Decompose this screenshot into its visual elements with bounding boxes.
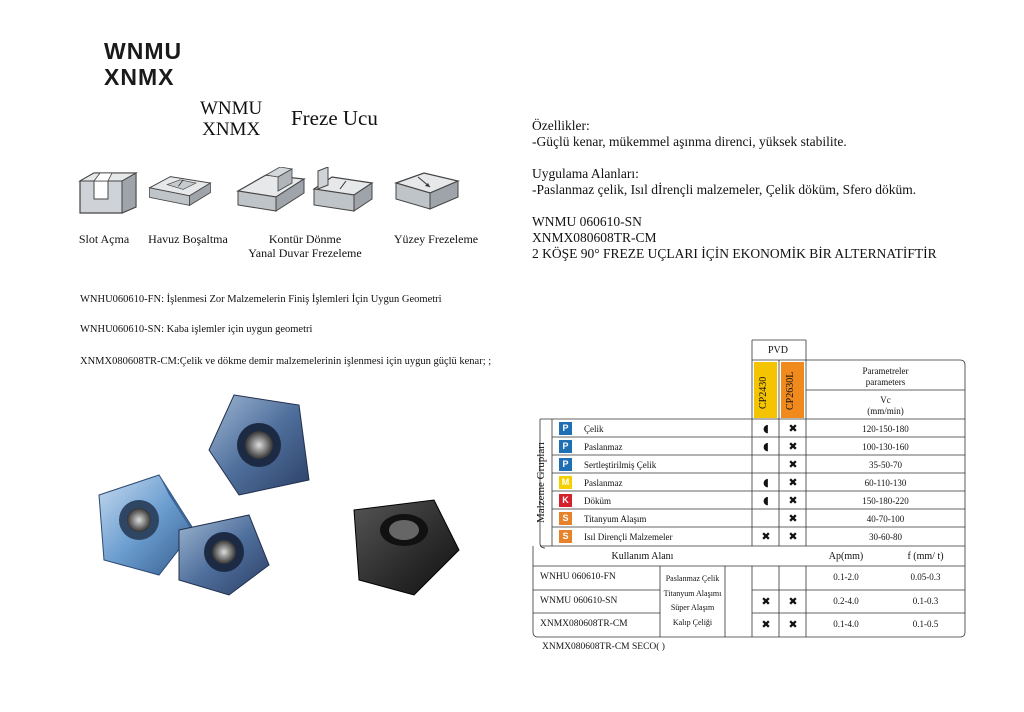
material-badge: P bbox=[559, 440, 572, 453]
material-badge: S bbox=[559, 530, 572, 543]
op-label-pocket: Havuz Boşaltma bbox=[148, 232, 228, 246]
vc-unit: (mm/min) bbox=[867, 406, 904, 416]
material-badge: P bbox=[559, 422, 572, 435]
app-heading: Uygulama Alanları: bbox=[532, 166, 639, 181]
material-name: Paslanmaz bbox=[584, 442, 623, 452]
vc-header bbox=[806, 395, 965, 417]
freze-title: Freze Ucu bbox=[291, 106, 378, 130]
grade1-label: CP2430 bbox=[758, 376, 769, 410]
op-label-slot: Slot Açma bbox=[78, 232, 130, 246]
material-group-label: Malzeme Grupları bbox=[535, 442, 547, 524]
half-circle-mark-icon: ◖ bbox=[763, 422, 769, 435]
half-circle-mark-icon: ◖ bbox=[763, 440, 769, 453]
logo-line2: XNMX bbox=[104, 64, 175, 90]
logo-line1: WNMU bbox=[104, 38, 183, 64]
material-badge: M bbox=[559, 476, 572, 489]
vc-value: 120-150-180 bbox=[862, 424, 909, 434]
ap-value: 0.1-4.0 bbox=[833, 619, 859, 629]
ap-value: 0.2-4.0 bbox=[833, 596, 859, 606]
half-circle-mark-icon: ◖ bbox=[763, 476, 769, 489]
features-heading: Özellikler: bbox=[532, 118, 590, 133]
grade2-label: CP2630L bbox=[785, 371, 796, 411]
material-badge: K bbox=[559, 494, 572, 507]
desc-sn: WNHU060610-SN: Kaba işlemler için uygun geometri bbox=[80, 324, 313, 335]
app-text: -Paslanmaz çelik, Isıl dİrençli malzemeler, Çelik döküm, Sfero döküm. bbox=[532, 182, 917, 197]
cross-mark-icon: ✖ bbox=[761, 595, 771, 608]
ap-value: 0.1-2.0 bbox=[833, 572, 859, 582]
f-header: f (mm/ t) bbox=[907, 551, 944, 562]
material-badge: P bbox=[559, 458, 572, 471]
code-sn: WNMU 060610-SN bbox=[532, 214, 642, 229]
usage-material: Kalıp Çeliği bbox=[672, 617, 713, 627]
cross-mark-icon: ✖ bbox=[788, 618, 798, 631]
cross-mark-icon: ✖ bbox=[788, 530, 798, 543]
pvd-label: PVD bbox=[768, 345, 789, 356]
cross-mark-icon: ✖ bbox=[788, 512, 798, 525]
usage-code: XNMX080608TR-CM bbox=[540, 619, 628, 629]
material-name: Isıl Dirençli Malzemeler bbox=[584, 532, 673, 542]
usage-code: WNMU 060610-SN bbox=[540, 596, 618, 606]
vc-value: 100-130-160 bbox=[862, 442, 909, 452]
usage-material: Paslanmaz Çelik bbox=[665, 574, 720, 583]
f-value: 0.1-0.3 bbox=[912, 596, 939, 606]
usage-header: Kullanım Alanı bbox=[611, 551, 674, 562]
title-line2: XNMX bbox=[202, 119, 261, 140]
cross-mark-icon: ✖ bbox=[788, 440, 798, 453]
cross-mark-icon: ✖ bbox=[761, 530, 771, 543]
vc-value: 60-110-130 bbox=[864, 478, 907, 488]
vc-value: 35-50-70 bbox=[869, 460, 902, 470]
cross-mark-icon: ✖ bbox=[788, 595, 798, 608]
half-circle-mark-icon: ◖ bbox=[763, 494, 769, 507]
material-name: Paslanmaz bbox=[584, 478, 623, 488]
cross-mark-icon: ✖ bbox=[761, 618, 771, 631]
vc-value: 150-180-220 bbox=[862, 496, 909, 506]
title-line1: WNMU bbox=[200, 98, 263, 119]
usage-material: Titanyum Alaşımı bbox=[663, 588, 722, 598]
desc-fn: WNHU060610-FN: İşlenmesi Zor Malzemelerin Finiş İşlemleri İçin Uygun Geometri bbox=[80, 294, 442, 305]
usage-materials bbox=[660, 572, 725, 630]
features-text: -Güçlü kenar, mükemmel aşınma direnci, yüksek stabilite. bbox=[532, 134, 847, 149]
usage-material: Süper Alaşım bbox=[670, 603, 715, 612]
ap-header: Ap(mm) bbox=[828, 551, 864, 562]
material-name: Döküm bbox=[584, 496, 611, 506]
footer-note: XNMX080608TR-CM SECO( ) bbox=[542, 642, 665, 652]
material-name: Sertleştirilmiş Çelik bbox=[584, 460, 657, 470]
op-label-contour-line1: Kontür Dönme bbox=[268, 232, 342, 246]
cross-mark-icon: ✖ bbox=[788, 458, 798, 471]
f-value: 0.1-0.5 bbox=[912, 619, 939, 629]
op-label-face: Yüzey Frezeleme bbox=[393, 232, 479, 246]
f-value: 0.05-0.3 bbox=[910, 572, 941, 582]
op-label-contour-line2: Yanal Duvar Frezeleme bbox=[248, 246, 362, 260]
param-line2: parameters bbox=[865, 377, 906, 387]
cross-mark-icon: ✖ bbox=[788, 422, 798, 435]
desc-cm: XNMX080608TR-CM:Çelik ve dökme demir malzemelerinin işlenmesi için uygun güçlü kenar; ; bbox=[80, 356, 492, 367]
material-name: Titanyum Alaşım bbox=[584, 514, 647, 524]
cross-mark-icon: ✖ bbox=[788, 494, 798, 507]
material-badge: S bbox=[559, 512, 572, 525]
param-line1: Parametreler bbox=[862, 366, 909, 376]
alt-note: 2 KÖŞE 90° FREZE UÇLARI İÇİN EKONOMİK BİR ALTERNATİFTİR bbox=[532, 246, 937, 261]
material-name: Çelik bbox=[584, 424, 604, 434]
param-header bbox=[806, 366, 965, 388]
code-cm: XNMX080608TR-CM bbox=[532, 230, 657, 245]
vc-value: 30-60-80 bbox=[869, 532, 902, 542]
vc-value: 40-70-100 bbox=[866, 514, 905, 524]
cross-mark-icon: ✖ bbox=[788, 476, 798, 489]
usage-code: WNHU 060610-FN bbox=[540, 572, 616, 582]
vc-label: Vc bbox=[880, 395, 891, 405]
